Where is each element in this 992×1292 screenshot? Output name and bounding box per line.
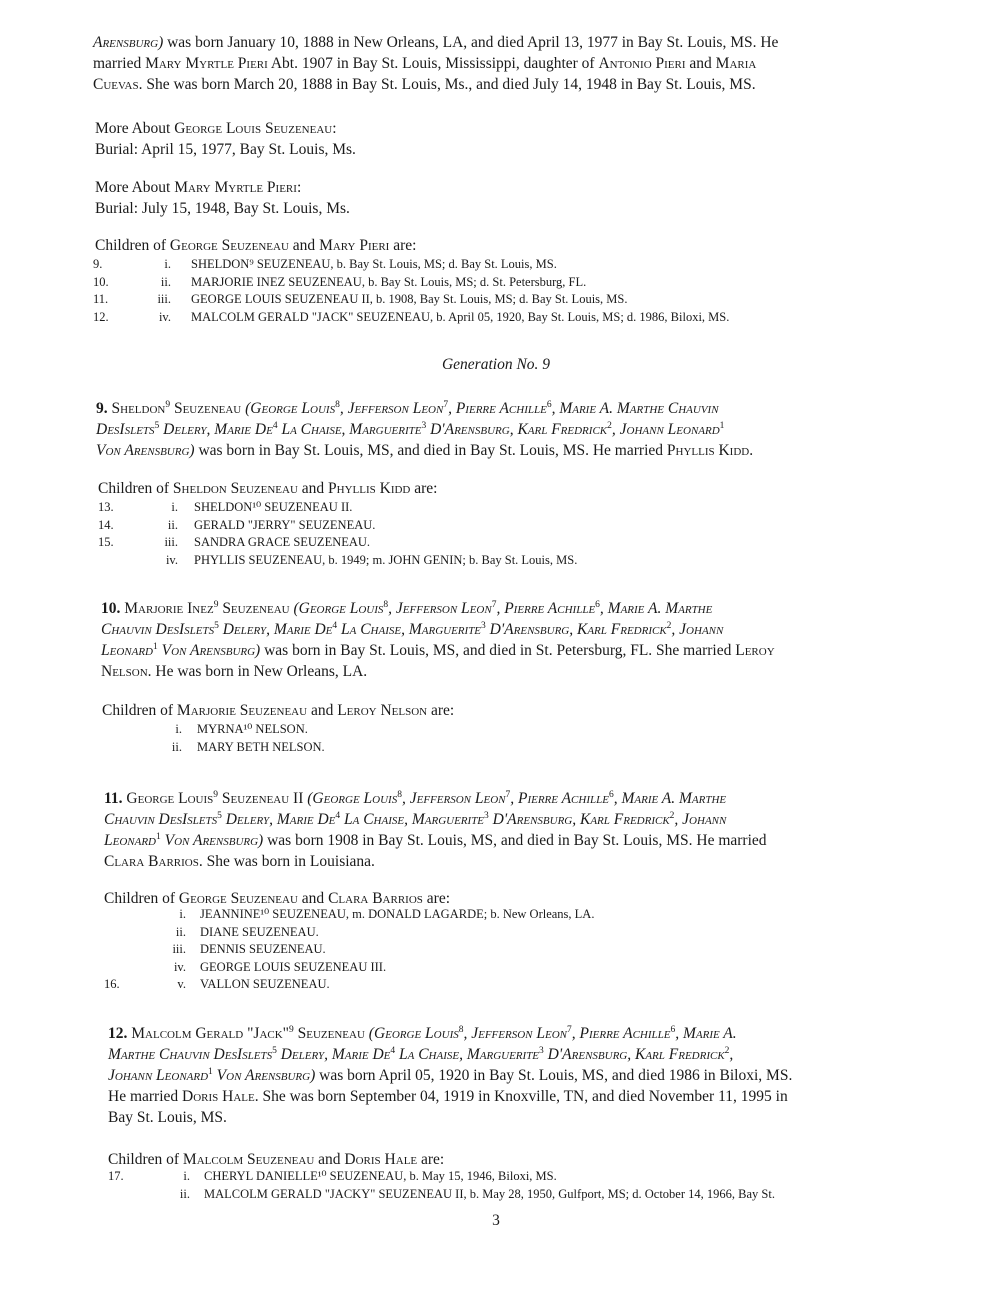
ancestry: , Jefferson Leon xyxy=(463,1025,567,1042)
generation-sup: 5 xyxy=(154,420,160,431)
ancestry: , Johann Leonard xyxy=(611,421,720,438)
person-name: George Seuzeneau xyxy=(178,890,298,907)
child-number: 14. xyxy=(98,517,114,532)
children-heading xyxy=(95,235,416,256)
generation-sup: 7 xyxy=(443,399,449,410)
generation-sup: 8 xyxy=(397,789,402,800)
text-run: Children of xyxy=(104,890,179,907)
generation-sup: 1 xyxy=(719,420,725,431)
child-roman: ii. xyxy=(175,924,186,939)
generation-sup: 1 xyxy=(153,641,158,652)
intro-paragraph xyxy=(93,32,778,95)
more-about-mary xyxy=(95,177,350,219)
generation-sup: 5 xyxy=(217,810,222,821)
child-number: 10. xyxy=(93,274,109,289)
child-roman: iv. xyxy=(165,552,178,567)
ancestry: (George Louis xyxy=(293,600,384,617)
text-run: was born in Bay St. Louis, MS, and died in Bay St. Louis, MS. He married xyxy=(194,442,667,459)
person-name: Nelson xyxy=(101,663,148,680)
ancestry: , Jefferson Leon xyxy=(401,790,506,807)
ancestry: , Marie A. xyxy=(675,1025,737,1042)
person-name: George Seuzeneau xyxy=(169,237,289,254)
person-name: Doris Hale xyxy=(182,1088,255,1105)
text-run: was born January 10, 1888 in New Orleans, LA, and died April 13, 1977 in Bay St. Louis, MS. He xyxy=(163,34,779,51)
child-text: MARY BETH NELSON. xyxy=(197,739,325,754)
ancestry: D'Arensburg, Karl Fredrick xyxy=(488,811,670,828)
generation-sup: 7 xyxy=(505,789,511,800)
generation-sup: 2 xyxy=(669,810,675,821)
text-run: Children of xyxy=(98,480,173,497)
person-name: George Louis Seuzeneau xyxy=(174,120,333,137)
generation-sup: 3 xyxy=(484,810,489,821)
entry-10 xyxy=(101,598,775,682)
text-run: and xyxy=(297,890,329,907)
generation-sup: 8 xyxy=(335,399,340,410)
generation-sup: 3 xyxy=(481,620,486,631)
generation-sup: 4 xyxy=(272,420,278,431)
child-row xyxy=(98,534,958,552)
ancestry: , Jefferson Leon xyxy=(388,600,492,617)
children-heading xyxy=(102,700,454,721)
ancestry: Delery, Marie De xyxy=(221,811,336,828)
child-text: GEORGE LOUIS SEUZENEAU III. xyxy=(200,959,387,974)
text-run: are: xyxy=(422,890,451,907)
child-text: JEANNINE¹⁰ SEUZENEAU, m. DONALD LAGARDE; b. New Orleans, LA. xyxy=(200,907,595,921)
generation-sup: 7 xyxy=(491,599,497,610)
ancestry: Leonard xyxy=(104,832,157,849)
child-row xyxy=(104,906,964,924)
ancestry: , Pierre Achille xyxy=(571,1025,671,1042)
entry-number: 10. xyxy=(101,600,121,617)
person-name: Marjorie Seuzeneau xyxy=(176,702,308,719)
child-text: MALCOLM GERALD "JACKY" SEUZENEAU II, b. May 28, 1950, Gulfport, MS; d. October 14, 1966, Bay St. xyxy=(204,1186,775,1201)
child-number: 12. xyxy=(93,309,109,324)
child-row xyxy=(102,721,962,739)
text-run: More About xyxy=(95,179,175,196)
ancestry: La Chaise, Marguerite xyxy=(340,811,485,828)
children-list xyxy=(108,1168,978,1203)
children-list xyxy=(98,499,958,569)
child-row xyxy=(93,256,953,274)
more-about-george xyxy=(95,118,356,160)
child-roman: i. xyxy=(175,722,182,736)
ancestry: Von Arensburg) xyxy=(160,832,264,849)
generation-sup: 5 xyxy=(214,620,219,631)
child-roman: iii. xyxy=(157,292,171,306)
person-name: Cuevas xyxy=(93,76,139,93)
child-roman: i. xyxy=(179,907,186,921)
child-row xyxy=(108,1186,978,1204)
text-run: and xyxy=(297,480,329,497)
ancestry: , Pierre Achille xyxy=(448,400,547,417)
child-number: 11. xyxy=(93,292,109,306)
children-heading xyxy=(98,478,438,499)
child-row xyxy=(104,976,964,994)
ancestry: La Chaise, Marguerite xyxy=(337,621,482,638)
text-run: are: xyxy=(417,1151,445,1168)
ancestry: D'Arensburg, Karl Fredrick xyxy=(543,1046,725,1063)
page-number: 3 xyxy=(492,1212,500,1229)
text-run: More About xyxy=(95,120,175,137)
child-roman: iii. xyxy=(172,942,186,956)
text-run: are: xyxy=(389,237,417,254)
person-name: Malcolm Seuzeneau xyxy=(182,1151,315,1168)
entry-9 xyxy=(96,398,753,461)
child-number: 13. xyxy=(98,500,114,514)
person-name: Antonio Pieri xyxy=(598,55,686,72)
generation-sup: 7 xyxy=(567,1024,572,1035)
child-text: MARJORIE INEZ SEUZENEAU, b. Bay St. Louis, MS; d. St. Petersburg, FL. xyxy=(191,274,587,289)
child-number: 9. xyxy=(93,257,103,271)
text-run: and xyxy=(685,55,716,72)
person-name: Maria xyxy=(715,55,757,72)
person-name: Leroy xyxy=(735,642,775,659)
child-roman: iv. xyxy=(173,959,186,974)
child-row xyxy=(98,499,958,517)
person-name: Leroy Nelson xyxy=(337,702,428,719)
ancestry: Chauvin DesIslets xyxy=(101,621,215,638)
text-run: Children of xyxy=(108,1151,183,1168)
child-roman: v. xyxy=(177,977,186,991)
child-roman: i. xyxy=(171,500,178,514)
ancestry: La Chaise, Marguerite xyxy=(395,1046,540,1063)
child-roman: ii. xyxy=(167,517,178,532)
ancestry: D'Arensburg, Karl Fredrick xyxy=(426,421,608,438)
person-name: Clara Barrios xyxy=(328,890,423,907)
text-run: : xyxy=(296,179,302,196)
text-run: Children of xyxy=(102,702,177,719)
ancestry: Leonard xyxy=(101,642,154,659)
entry-12 xyxy=(108,1023,792,1128)
generation-sup: 6 xyxy=(608,789,614,800)
person-name: Mary Pieri xyxy=(319,237,390,254)
child-number: 15. xyxy=(98,535,114,549)
children-list xyxy=(93,256,953,326)
generation-sup: 6 xyxy=(546,399,552,410)
person-name: Sheldon Seuzeneau xyxy=(172,480,298,497)
text-run: Abt. 1907 in Bay St. Louis, Mississippi, daughter of xyxy=(267,55,599,72)
ancestry: , xyxy=(729,1046,734,1063)
child-text: GEORGE LOUIS SEUZENEAU II, b. 1908, Bay St. Louis, MS; d. Bay St. Louis, MS. xyxy=(191,292,628,306)
text-run: He married xyxy=(108,1088,183,1105)
child-text: PHYLLIS SEUZENEAU, b. 1949; m. JOHN GENIN; b. Bay St. Louis, MS. xyxy=(194,552,578,567)
child-text: SHELDON¹⁰ SEUZENEAU II. xyxy=(194,500,353,514)
text-run: Seuzeneau xyxy=(293,1025,369,1042)
ancestry: (George Louis xyxy=(368,1025,459,1042)
child-row xyxy=(102,739,962,757)
child-row xyxy=(104,924,964,942)
text-run: Seuzeneau II xyxy=(218,790,308,807)
entry-number: 9. xyxy=(96,400,108,417)
ancestry: Von Arensburg) xyxy=(212,1067,316,1084)
ancestry: , Johann xyxy=(671,621,724,638)
ancestry: D'Arensburg, Karl Fredrick xyxy=(485,621,667,638)
person-name: Clara Barrios xyxy=(104,853,199,870)
text-run: . xyxy=(749,442,754,459)
child-text: GERALD "JERRY" SEUZENEAU. xyxy=(194,517,376,532)
child-text: CHERYL DANIELLE¹⁰ SEUZENEAU, b. May 15, 1946, Biloxi, MS. xyxy=(204,1169,557,1183)
ancestry: Delery, Marie De xyxy=(218,621,333,638)
text-run: married xyxy=(93,55,146,72)
generation-sup: 8 xyxy=(458,1024,464,1035)
child-text: MALCOLM GERALD "JACK" SEUZENEAU, b. April 05, 1920, Bay St. Louis, MS; d. 1986, Biloxi, MS. xyxy=(191,309,730,324)
ancestry: Johann Leonard xyxy=(108,1067,209,1084)
ancestry: Von Arensburg) xyxy=(96,442,195,459)
generation-sup: 4 xyxy=(332,620,338,631)
generation-sup: 4 xyxy=(390,1045,396,1056)
person-name: Marjorie Inez xyxy=(124,600,214,617)
ancestry: DesIslets xyxy=(96,421,155,438)
child-text: DIANE SEUZENEAU. xyxy=(200,924,319,939)
ancestry: Marthe Chauvin DesIslets xyxy=(108,1046,273,1063)
child-text: MYRNA¹⁰ NELSON. xyxy=(197,722,308,736)
ancestry: (George Louis xyxy=(245,400,336,417)
ancestry: La Chaise, Marguerite xyxy=(277,421,422,438)
child-row xyxy=(98,517,958,535)
child-roman: ii. xyxy=(160,274,171,289)
child-row xyxy=(93,291,953,309)
text-run: Arensburg) xyxy=(93,34,164,51)
child-number: 17. xyxy=(108,1169,124,1183)
child-row xyxy=(93,309,953,327)
text-run: . She was born in Louisiana. xyxy=(198,853,375,870)
child-roman: iii. xyxy=(164,535,178,549)
child-text: SHELDON⁹ SEUZENEAU, b. Bay St. Louis, MS; d. Bay St. Louis, MS. xyxy=(191,257,557,271)
generation-sup: 4 xyxy=(335,810,341,821)
text-run: . She was born September 04, 1919 in Knoxville, TN, and died November 11, 1995 in xyxy=(254,1088,788,1105)
text-run: was born April 05, 1920 in Bay St. Louis, MS, and died 1986 in Biloxi, MS. xyxy=(315,1067,793,1084)
generation-sup: 6 xyxy=(670,1024,676,1035)
ancestry: (George Louis xyxy=(307,790,398,807)
burial-line: Burial: April 15, 1977, Bay St. Louis, Ms. xyxy=(95,141,356,158)
generation-sup: 9 xyxy=(289,1024,294,1035)
ancestry: Delery, Marie De xyxy=(159,421,273,438)
ancestry: , Marie A. Marthe xyxy=(599,600,713,617)
person-name: Mary Myrtle Pieri xyxy=(145,55,268,72)
person-name: George Louis xyxy=(126,790,214,807)
person-name: Malcolm Gerald "Jack" xyxy=(131,1025,289,1042)
ancestry: , Pierre Achille xyxy=(510,790,609,807)
text-run: . He was born in New Orleans, LA. xyxy=(147,663,368,680)
children-heading xyxy=(108,1149,444,1170)
generation-sup: 6 xyxy=(595,599,600,610)
text-run: Seuzeneau xyxy=(218,600,294,617)
child-row xyxy=(104,959,964,977)
entry-number: 11. xyxy=(104,790,123,807)
person-name: Mary Myrtle Pieri xyxy=(174,179,297,196)
generation-sup: 1 xyxy=(156,831,161,842)
text-run: was born in Bay St. Louis, MS, and died in St. Petersburg, FL. She married xyxy=(260,642,736,659)
children-list xyxy=(104,906,964,994)
text-run: and xyxy=(307,702,338,719)
text-run: and xyxy=(314,1151,345,1168)
child-roman: i. xyxy=(183,1169,190,1183)
generation-heading: Generation No. 9 xyxy=(441,356,551,373)
child-roman: iv. xyxy=(158,309,171,324)
entry-number: 12. xyxy=(108,1025,128,1042)
generation-sup: 9 xyxy=(213,789,219,800)
child-roman: i. xyxy=(164,257,171,271)
generation-sup: 2 xyxy=(607,420,612,431)
text-run: are: xyxy=(410,480,438,497)
text-run: was born 1908 in Bay St. Louis, MS, and died in Bay St. Louis, MS. He married xyxy=(263,832,767,849)
text-run: Seuzeneau xyxy=(170,400,246,417)
generation-sup: 9 xyxy=(213,599,219,610)
person-name: Phyllis Kidd xyxy=(328,480,411,497)
ancestry: Von Arensburg) xyxy=(157,642,261,659)
generation-sup: 3 xyxy=(421,420,427,431)
ancestry: , Jefferson Leon xyxy=(339,400,444,417)
ancestry: , Marie A. Marthe xyxy=(613,790,727,807)
child-text: DENNIS SEUZENEAU. xyxy=(200,942,326,956)
person-name: Sheldon xyxy=(111,400,166,417)
child-row xyxy=(104,941,964,959)
child-row xyxy=(98,552,958,570)
generation-sup: 8 xyxy=(383,599,389,610)
text-run: and xyxy=(288,237,320,254)
ancestry: , Marie A. Marthe Chauvin xyxy=(551,400,719,417)
generation-sup: 5 xyxy=(272,1045,277,1056)
text-run: : xyxy=(332,120,337,137)
child-number: 16. xyxy=(104,977,120,991)
child-roman: ii. xyxy=(171,739,182,754)
person-name: Phyllis Kidd xyxy=(666,442,750,459)
generation-sup: 2 xyxy=(666,620,672,631)
text-run: Children of xyxy=(95,237,170,254)
child-row xyxy=(108,1168,978,1186)
person-name: Doris Hale xyxy=(344,1151,418,1168)
burial-line: Burial: July 15, 1948, Bay St. Louis, Ms. xyxy=(95,200,350,217)
children-list xyxy=(102,721,962,756)
child-text: SANDRA GRACE SEUZENEAU. xyxy=(194,535,371,549)
generation-sup: 2 xyxy=(724,1045,730,1056)
ancestry: Chauvin DesIslets xyxy=(104,811,218,828)
child-roman: ii. xyxy=(179,1186,190,1201)
child-row xyxy=(93,274,953,292)
generation-sup: 3 xyxy=(539,1045,544,1056)
text-run: . She was born March 20, 1888 in Bay St. Louis, Ms., and died July 14, 1948 in Bay St. Louis, MS. xyxy=(138,76,756,93)
generation-sup: 1 xyxy=(208,1066,213,1077)
ancestry: , Pierre Achille xyxy=(496,600,596,617)
entry-11 xyxy=(104,788,767,872)
text-run: are: xyxy=(427,702,455,719)
ancestry: Delery, Marie De xyxy=(276,1046,391,1063)
ancestry: , Johann xyxy=(674,811,727,828)
child-text: VALLON SEUZENEAU. xyxy=(200,977,330,991)
text-run: Bay St. Louis, MS. xyxy=(108,1109,227,1126)
generation-sup: 9 xyxy=(165,399,171,410)
